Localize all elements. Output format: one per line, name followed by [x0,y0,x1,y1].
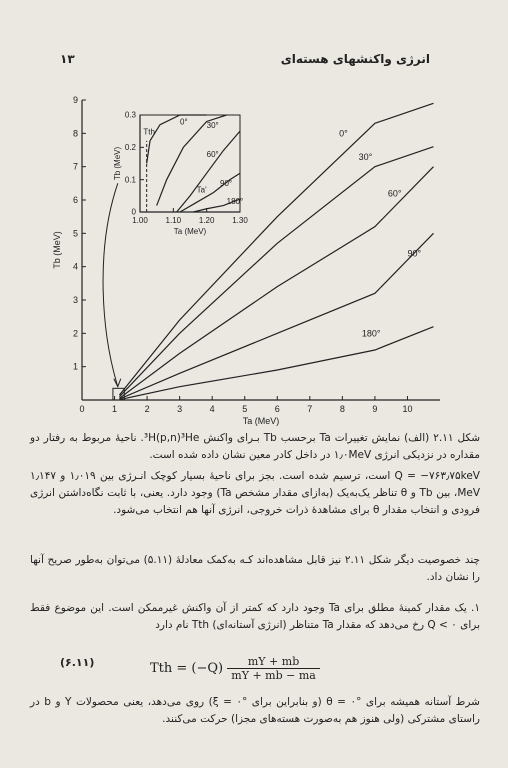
main-x-tick-label: 8 [339,404,345,414]
equation-6-11 [60,643,460,683]
main-y-tick-label: 6 [72,195,78,205]
main-x-tick-label: 10 [402,404,413,414]
inset-x-tick-label: 1.20 [198,216,215,225]
inset-series-label: 30° [206,120,219,130]
main-y-tick-label: 8 [72,128,78,139]
equation-numerator: mY + mb [227,655,320,669]
main-chart [52,95,440,426]
main-x-tick-label: 1 [112,404,118,414]
inset-frame [140,115,240,212]
paragraph-2: چند خصوصیت دیگر شکل ۲.۱۱ نیز قابل مشاهده‌اند کـه به‌کمک معادلهٔ (۵.۱۱) می‌توان به‌طور صریح آنها را نشان داد. [30,554,480,583]
paragraph-3: ۱. یک مقدار کمینهٔ مطلق برای Ta وجود دارد که کمتر از آن واکنش غیرممکن است. این موضوع فقط برای Q < ۰ رخ می‌دهد که مقدار Ta متناظر (انرژی آستانه‌ای) Tth نام دارد [30,602,480,631]
main-x-tick-label: 5 [242,404,248,414]
equation-lhs: Tth = (−Q) [150,661,224,676]
page-number: ۱۳ [60,52,75,66]
inset-y-tick-label: 0.3 [124,110,136,120]
main-series-label: 60° [387,188,402,199]
inset-series-label: 60° [206,150,219,160]
main-y-tick-label: 5 [72,228,78,239]
paragraph-4: شرط آستانه همیشه برای θ = ۰° (و بنابراین برای ξ = ۰°) روی می‌دهد، یعنی محصولات Y و b در راستای مشترکی (ولی هنوز هم به‌صورت هسته‌های مجزا) حرکت می‌کنند. [30,696,480,725]
inset-x-tick-label: 1.10 [165,216,182,225]
equation-denominator: mY + mb − ma [231,669,316,682]
inset-series-label: 90° [220,179,233,189]
equation-body [150,655,320,682]
main-series-line [119,233,433,399]
inset-x-label: Ta (MeV) [173,227,207,236]
equation-number: (۶.۱۱) [60,656,95,669]
main-y-tick-label: 2 [72,328,78,339]
figure-caption: شکل ۲.۱۱ (الف) نمایش تغییرات Ta برحسب Tb بـرای واکنش ³H(p,n)³He. ناحیهٔ مربوط به رفتار دو مقداره در نزدیکی انرژی ۱٫۰MeV در داخل کادر معین نشان داده شده است. [30,432,481,461]
main-series-label: 30° [358,152,373,162]
main-x-tick-label: 4 [209,404,215,414]
main-y-tick-label: 4 [72,261,78,272]
pointer-arrowhead [114,379,121,387]
main-x-tick-label: 6 [274,404,280,414]
equation-fraction [227,655,320,682]
inset-annotation-tth: Tth [143,127,155,137]
inset-y-tick-label: 0.1 [124,175,136,185]
main-x-tick-label: 3 [177,404,183,414]
inset-x-tick-label: 1.00 [132,216,148,225]
main-x-tick-label: 0 [79,404,85,414]
main-x-tick-label: 7 [307,404,313,414]
running-title: انرژی واکنشهای هسته‌ای [280,52,430,66]
main-y-tick-label: 1 [72,361,78,372]
main-y-tick-label: 9 [72,95,78,105]
main-series-label: 180° [361,328,381,339]
main-series-label: 0° [339,128,348,139]
main-x-tick-label: 9 [372,404,378,414]
inset-chart [113,111,248,236]
main-y-tick-label: 7 [72,161,78,172]
main-y-label: Tb (MeV) [52,231,62,269]
inset-series-label: 180° [226,196,244,206]
main-series-label: 90° [407,248,422,259]
paragraph-1: Q = −۷۶۳٫۷۵keV است، ترسیم شده است. بجز برای ناحیهٔ بسیار کوچک انـرژی بین ۱٫۰۱۹ و ۱٫۱۴۷ MeV، بین Tb و θ تناظر یک‌به‌یک (به‌ازای مقدار مشخص Ta) وجود دارد. یعنی، با ثابت نگاه‌داشتن انرژی فرودی و انتخاب مقدار θ برای مشاهدهٔ ذرات خروجی، انرژی آنها هم انتخاب می‌شود. [30,470,481,516]
inset-y-tick-label: 0 [131,207,136,217]
main-x-label: Ta (MeV) [242,416,280,426]
inset-y-tick-label: 0.2 [124,143,136,152]
inset-x-tick-label: 1.30 [232,216,248,225]
main-y-tick-label: 3 [72,295,78,305]
inset-series-label: 0° [180,117,188,127]
inset-annotation-ta-prime: Ta' [196,185,207,195]
pointer-arrow [103,183,118,386]
inset-y-label: Tb (MeV) [113,146,122,181]
main-x-tick-label: 2 [144,404,150,414]
